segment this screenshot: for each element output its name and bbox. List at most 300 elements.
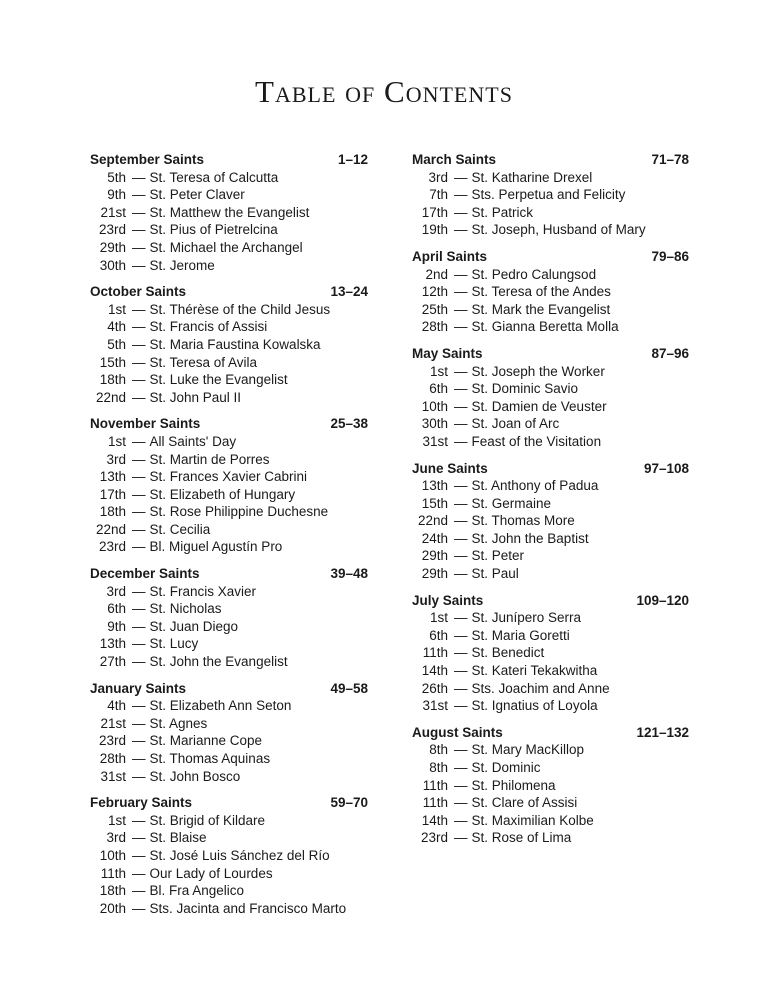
section-name: April Saints [412,248,488,264]
entry-dash: — [454,495,468,511]
section-heading [412,592,689,610]
entry-day: 25th [421,301,448,317]
entry-saint: St. Elizabeth of Hungary [149,486,296,502]
entry-saint: St. Brigid of Kildare [149,812,266,828]
entry-saint: St. Thomas More [471,513,575,529]
entry-saint: St. Dominic Savio [471,381,579,397]
entry-dash: — [454,663,468,679]
entry-day: 23rd [98,222,126,238]
toc-entry [90,239,368,257]
entry-day: 8th [429,742,448,758]
entry-dash: — [454,566,468,582]
section-name: January Saints [90,680,187,696]
entry-dash: — [454,742,468,758]
entry-dash: — [132,204,146,220]
section-page-range: 79–86 [651,248,689,264]
entry-day: 29th [421,548,448,564]
toc-entry [412,512,689,530]
section-name: July Saints [412,592,484,608]
entry-day: 22nd [95,389,126,405]
section-page-range: 13–24 [330,284,368,300]
entry-day: 8th [429,760,448,775]
toc-section [90,565,368,671]
entry-dash: — [132,539,146,555]
toc-entry [90,389,368,407]
section-name: February Saints [90,795,193,811]
entry-day: 27th [99,654,126,670]
entry-day: 23rd [98,539,126,555]
entry-saint: St. Agnes [149,715,208,731]
toc-entry [90,468,368,486]
entry-saint: St. Pedro Calungsod [471,266,597,282]
toc-entry [90,503,368,521]
entry-saint: Sts. Joachim and Anne [471,680,610,696]
section-heading [412,460,689,478]
entry-dash: — [132,768,146,784]
section-heading [90,680,368,698]
toc-entry [90,900,368,918]
entry-day: 9th [107,187,126,203]
section-name: September Saints [90,152,205,167]
toc-entry [412,363,689,381]
entry-day: 1st [107,812,126,828]
entry-day: 3rd [106,830,126,846]
entry-day: 14th [421,812,448,828]
toc-entry [90,204,368,222]
entry-saint: St. Mary MacKillop [471,742,585,758]
entry-saint: St. Peter Claver [149,187,245,203]
entry-day: 30th [421,416,448,432]
entry-saint: St. Patrick [471,204,534,220]
toc-entry [412,495,689,513]
toc-entry [90,697,368,715]
section-heading [90,794,368,812]
toc-entry [90,865,368,883]
toc-section [412,345,689,451]
entry-dash: — [454,530,468,546]
entry-dash: — [454,830,468,846]
toc-section [412,592,689,715]
entry-saint: St. Thomas Aquinas [149,751,271,766]
entry-day: 2nd [425,266,448,282]
entry-saint: St. Matthew the Evangelist [149,204,310,220]
entry-day: 6th [429,381,448,397]
toc-entry [90,829,368,847]
entry-dash: — [454,222,468,238]
entry-dash: — [132,486,146,502]
entry-day: 21st [100,715,126,731]
section-heading [90,151,368,169]
entry-dash: — [454,698,468,714]
section-heading [412,248,689,266]
entry-day: 3rd [428,169,448,185]
entry-day: 9th [107,618,126,634]
entry-day: 17th [421,204,448,220]
toc-entry [412,547,689,565]
toc-entry [90,732,368,750]
toc-entry [412,829,689,847]
toc-entry [90,618,368,636]
toc-entry [90,750,368,768]
entry-saint: St. Paul [471,566,519,582]
entry-saint: St. Maximilian Kolbe [471,812,594,828]
entry-dash: — [132,847,146,863]
entry-day: 1st [429,363,448,379]
entry-dash: — [454,301,468,317]
toc-entry [90,538,368,556]
toc-section [412,151,689,239]
entry-day: 4th [107,698,126,714]
entry-saint: St. Mark the Evangelist [471,301,611,317]
entry-day: 24th [421,530,448,546]
entry-saint: St. Marianne Cope [149,733,263,749]
entry-day: 12th [421,284,448,300]
entry-dash: — [454,169,468,185]
entry-dash: — [132,319,146,335]
entry-saint: St. Germaine [471,495,552,511]
toc-entry [90,221,368,239]
entry-day: 10th [99,847,126,863]
entry-day: 11th [100,865,126,881]
toc-entry [412,415,689,433]
toc-entry [90,301,368,319]
entry-dash: — [132,601,146,617]
toc-entry [90,635,368,653]
entry-saint: St. John Paul II [149,389,242,405]
entry-saint: St. Benedict [471,645,545,661]
entry-dash: — [454,680,468,696]
toc-entry [90,371,368,389]
toc-entry [412,565,689,583]
entry-saint: St. Thérèse of the Child Jesus [149,301,331,317]
toc-entry [412,221,689,239]
section-page-range: 109–120 [636,592,689,608]
entry-day: 18th [99,372,126,388]
entry-dash: — [132,451,146,467]
entry-day: 13th [99,636,126,652]
toc-entry [412,627,689,645]
entry-saint: St. Peter [471,548,525,564]
toc-entry [412,812,689,830]
entry-dash: — [132,636,146,652]
entry-day: 31st [422,698,448,714]
entry-dash: — [454,795,468,811]
entry-saint: St. Kateri Tekakwitha [471,663,598,679]
entry-dash: — [454,204,468,220]
toc-entry [412,283,689,301]
entry-day: 22nd [95,521,126,537]
entry-saint: St. Pius of Pietrelcina [149,222,278,238]
entry-dash: — [454,760,468,775]
toc-entry [412,680,689,698]
entry-day: 6th [429,627,448,643]
entry-saint: St. John the Evangelist [149,654,288,670]
toc-section [90,415,368,556]
entry-saint: Our Lady of Lourdes [149,865,273,881]
entry-saint: St. Jerome [149,257,215,273]
entry-day: 11th [422,795,448,811]
entry-saint: St. Joseph, Husband of Mary [471,222,646,238]
toc-entry [412,759,689,777]
entry-saint: St. Rose Philippine Duchesne [149,504,329,520]
entry-saint: St. Philomena [471,777,556,793]
toc-entry [90,186,368,204]
entry-saint: St. Joan of Arc [471,416,560,432]
toc-section [90,794,368,917]
entry-dash: — [454,478,468,494]
toc-entry [90,486,368,504]
entry-dash: — [132,239,146,255]
entry-saint: St. Martin de Porres [149,451,270,467]
entry-dash: — [132,715,146,731]
entry-dash: — [132,469,146,485]
toc-section [412,248,689,336]
section-name: March Saints [412,152,497,167]
toc-entry [90,583,368,601]
entry-saint: St. Dominic [471,760,541,775]
entry-saint: St. Teresa of Calcutta [149,169,279,185]
section-name: December Saints [90,566,200,582]
toc-entry [412,301,689,319]
entry-saint: Sts. Jacinta and Francisco Marto [149,900,347,916]
entry-dash: — [132,900,146,916]
entry-saint: All Saints' Day [149,433,237,449]
entry-saint: St. Francis Xavier [149,583,257,599]
toc-entry [412,609,689,627]
entry-dash: — [132,301,146,317]
entry-dash: — [132,830,146,846]
section-name: June Saints [412,460,488,476]
toc-entry [90,768,368,786]
entry-saint: St. Nicholas [149,601,222,617]
entry-dash: — [132,354,146,370]
entry-dash: — [454,416,468,432]
toc-entry [412,186,689,204]
entry-day: 1st [107,301,126,317]
entry-day: 31st [422,433,448,449]
toc-entry [412,697,689,715]
entry-saint: St. Teresa of the Andes [471,284,611,300]
entry-dash: — [454,812,468,828]
entry-dash: — [132,257,146,273]
entry-day: 11th [422,777,448,793]
entry-dash: — [132,618,146,634]
entry-saint: St. Juan Diego [149,618,239,634]
entry-dash: — [132,654,146,670]
section-heading [412,724,689,742]
section-heading [90,415,368,433]
entry-day: 4th [107,319,126,335]
entry-day: 29th [421,566,448,582]
section-page-range: 71–78 [651,152,689,167]
section-page-range: 1–12 [337,152,368,167]
entry-saint: St. Damien de Veuster [471,398,607,414]
entry-saint: St. José Luis Sánchez del Río [149,847,330,863]
entry-dash: — [132,504,146,520]
entry-saint: St. Luke the Evangelist [149,372,288,388]
toc-entry [412,644,689,662]
toc-entry [412,662,689,680]
entry-saint: St. Lucy [149,636,199,652]
entry-day: 5th [107,336,126,352]
entry-day: 28th [421,319,448,335]
entry-day: 14th [421,663,448,679]
toc-entry [90,600,368,618]
entry-dash: — [454,627,468,643]
toc-section [90,151,368,274]
toc-section [412,460,689,583]
entry-saint: St. John the Baptist [471,530,589,546]
entry-day: 17th [99,486,126,502]
section-name: May Saints [412,345,483,361]
entry-dash: — [454,433,468,449]
entry-day: 28th [99,751,126,766]
toc-entry [412,398,689,416]
toc-entry [412,477,689,495]
section-name: October Saints [90,284,187,300]
entry-dash: — [132,883,146,899]
toc-entry [412,433,689,451]
entry-day: 10th [421,398,448,414]
entry-saint: St. Anthony of Padua [471,478,599,494]
section-heading [90,283,368,301]
entry-day: 23rd [98,733,126,749]
entry-day: 13th [99,469,126,485]
entry-dash: — [454,187,468,203]
entry-saint: Bl. Fra Angelico [149,883,245,899]
entry-dash: — [132,187,146,203]
page-title: Table of Contents [255,74,513,109]
entry-saint: St. Michael the Archangel [149,239,303,255]
toc-entry [90,847,368,865]
entry-dash: — [454,513,468,529]
toc-entry [412,741,689,759]
entry-saint: Sts. Perpetua and Felicity [471,187,626,203]
entry-saint: St. Frances Xavier Cabrini [149,469,308,485]
entry-dash: — [132,812,146,828]
entry-saint: Feast of the Visitation [471,433,602,449]
toc-entry [90,257,368,275]
entry-saint: Bl. Miguel Agustín Pro [149,539,283,555]
entry-saint: St. Rose of Lima [471,830,572,846]
entry-day: 7th [429,187,448,203]
entry-dash: — [132,733,146,749]
toc-entry [90,521,368,539]
entry-saint: St. John Bosco [149,768,241,784]
entry-day: 3rd [106,583,126,599]
entry-dash: — [132,169,146,185]
toc-entry [412,266,689,284]
entry-day: 29th [99,239,126,255]
entry-day: 15th [421,495,448,511]
entry-day: 11th [422,645,448,661]
toc-entry [90,882,368,900]
entry-saint: St. Maria Goretti [471,627,570,643]
entry-day: 26th [421,680,448,696]
entry-dash: — [454,548,468,564]
entry-day: 13th [421,478,448,494]
entry-dash: — [132,222,146,238]
entry-saint: St. Maria Faustina Kowalska [149,336,321,352]
toc-entry [90,433,368,451]
entry-dash: — [132,698,146,714]
entry-day: 21st [100,204,126,220]
toc-entry [412,530,689,548]
entry-dash: — [132,865,146,881]
entry-day: 30th [99,257,126,273]
toc-entry [90,451,368,469]
toc-entry [90,169,368,187]
entry-dash: — [454,363,468,379]
entry-saint: St. Blaise [149,830,207,846]
entry-day: 18th [99,504,126,520]
toc-entry [412,777,689,795]
section-heading [412,151,689,169]
entry-day: 6th [107,601,126,617]
entry-dash: — [132,583,146,599]
entry-saint: St. Gianna Beretta Molla [471,319,619,335]
toc-entry [90,336,368,354]
entry-saint: St. Elizabeth Ann Seton [149,698,292,714]
entry-dash: — [132,433,146,449]
entry-day: 23rd [420,830,448,846]
entry-dash: — [454,610,468,626]
entry-saint: St. Cecilia [149,521,211,537]
entry-saint: St. Ignatius of Loyola [471,698,598,714]
entry-day: 20th [99,900,126,916]
toc-entry [412,380,689,398]
section-page-range: 59–70 [330,795,368,811]
entry-dash: — [132,336,146,352]
entry-dash: — [132,521,146,537]
section-page-range: 121–132 [636,724,689,740]
entry-dash: — [132,389,146,405]
entry-dash: — [454,319,468,335]
section-page-range: 39–48 [330,566,368,582]
entry-dash: — [132,751,146,766]
entry-day: 19th [421,222,448,238]
entry-dash: — [454,381,468,397]
toc-entry [90,653,368,671]
entry-saint: St. Teresa of Avila [149,354,258,370]
entry-day: 3rd [106,451,126,467]
toc-entry [90,812,368,830]
toc-entry [412,794,689,812]
entry-day: 18th [99,883,126,899]
entry-dash: — [454,398,468,414]
entry-day: 31st [100,768,126,784]
toc-entry [90,354,368,372]
entry-dash: — [454,284,468,300]
toc-entry [412,318,689,336]
toc-entry [90,715,368,733]
section-page-range: 97–108 [643,460,689,476]
right-column [412,151,689,856]
entry-day: 5th [107,169,126,185]
section-heading [412,345,689,363]
entry-dash: — [454,266,468,282]
entry-saint: St. Francis of Assisi [149,319,268,335]
section-page-range: 87–96 [651,345,689,361]
entry-saint: St. Katharine Drexel [471,169,593,185]
entry-day: 15th [99,354,126,370]
section-page-range: 49–58 [330,680,368,696]
section-name: August Saints [412,724,503,740]
section-heading [90,565,368,583]
toc-section [412,724,689,847]
entry-dash: — [454,645,468,661]
entry-saint: St. Joseph the Worker [471,363,605,379]
